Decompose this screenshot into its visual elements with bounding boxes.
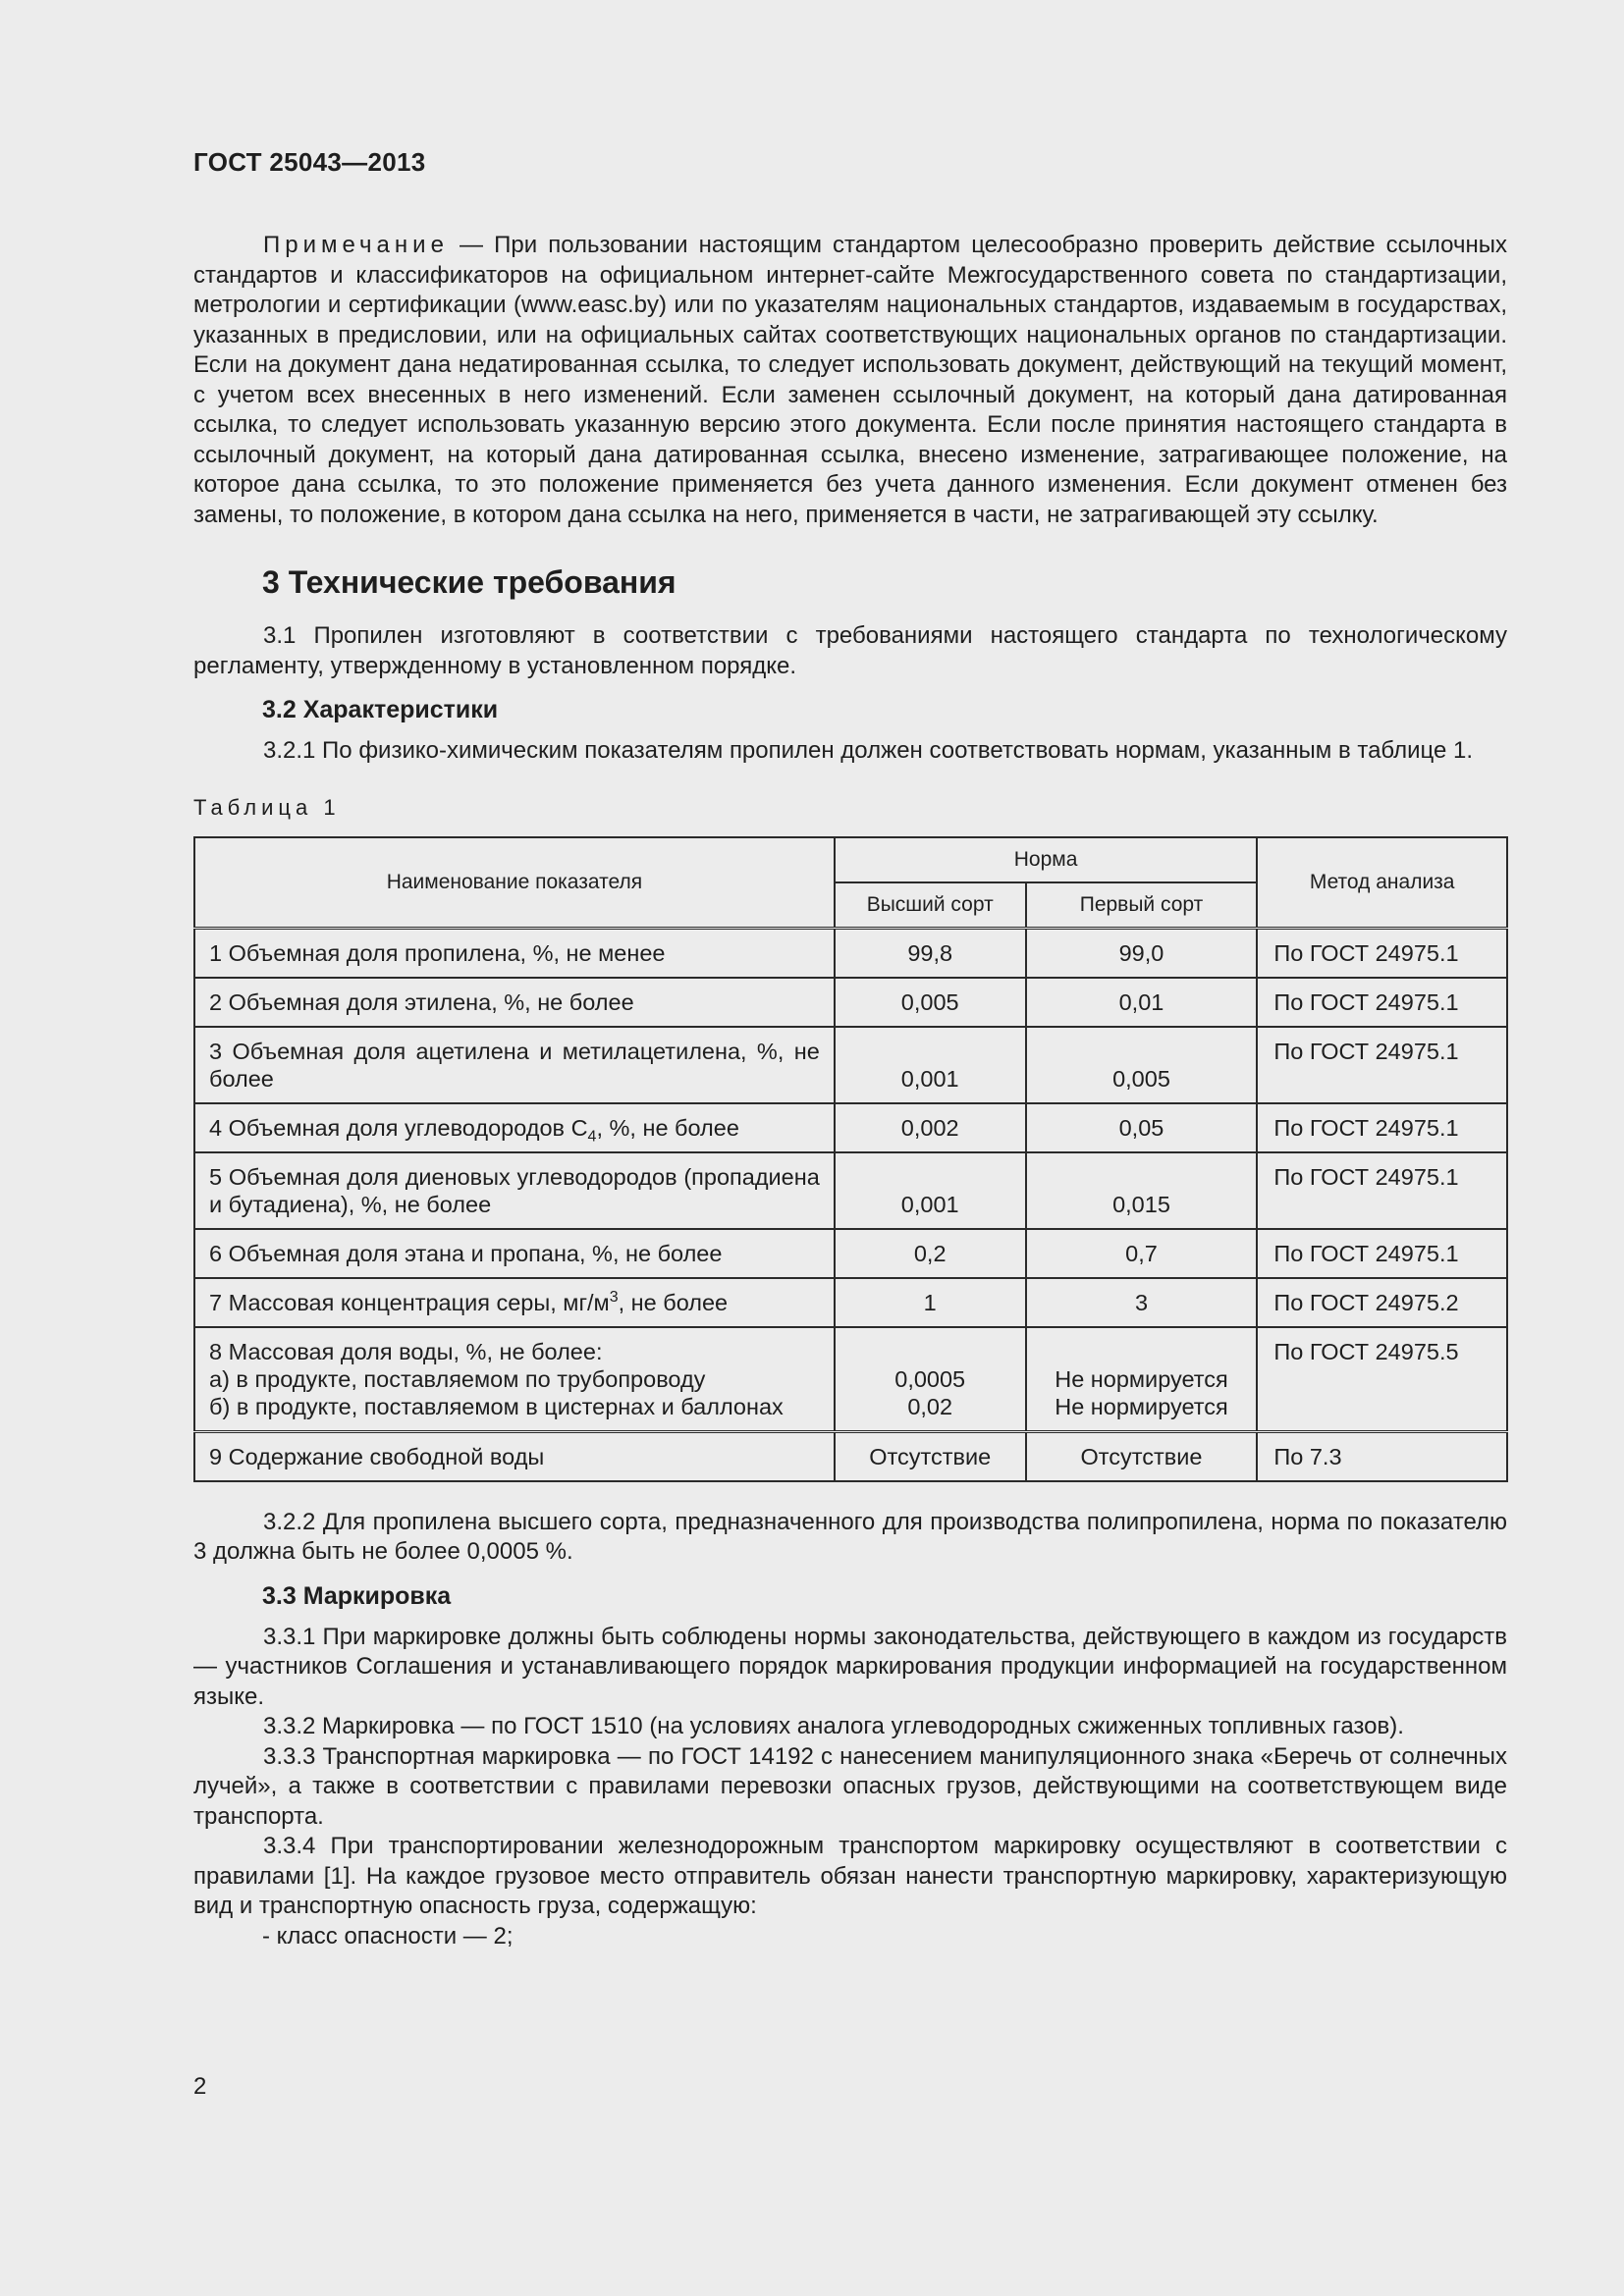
document-code: ГОСТ 25043—2013 xyxy=(193,147,426,177)
paragraph-3-2-2: 3.2.2 Для пропилена высшего сорта, предназначенного для производства полипропилена, норма по показателю 3 должна быть не более 0,0005 %. xyxy=(193,1508,1507,1565)
row-first: Отсутствие xyxy=(1026,1431,1258,1481)
row-name-pre: 4 Объемная доля углеводородов С xyxy=(209,1114,588,1141)
row-high-b: 0,02 xyxy=(907,1393,953,1419)
paragraph-3-3-1: 3.3.1 При маркировке должны быть соблюдены нормы законодательства, действующего в каждом из государств — участников Соглашения и устанавливающего порядок маркирования продукции информацией на государственном языке. xyxy=(193,1623,1507,1710)
row-name: 9 Содержание свободной воды xyxy=(194,1431,835,1481)
table-row xyxy=(194,1431,1507,1481)
row-first-a: Не нормируется xyxy=(1055,1365,1228,1392)
header-norm: Норма xyxy=(835,837,1258,882)
row-first: 99,0 xyxy=(1026,928,1258,978)
note-label: Примечание xyxy=(263,232,449,258)
header-name: Наименование показателя xyxy=(194,837,835,928)
subsection-3-3-title: 3.3 Маркировка xyxy=(262,1581,452,1610)
row-first: 3 xyxy=(1026,1278,1258,1327)
row-first: 0,7 xyxy=(1026,1229,1258,1278)
row-method: По ГОСТ 24975.1 xyxy=(1257,978,1507,1027)
table-row xyxy=(194,1152,1507,1229)
row-name: 3 Объемная доля ацетилена и метилацетилена, %, не более xyxy=(194,1027,835,1103)
row-name: 6 Объемная доля этана и пропана, %, не более xyxy=(194,1229,835,1278)
row-high xyxy=(835,1327,1026,1432)
row-name-post: , не более xyxy=(618,1289,729,1315)
subsection-3-2-title: 3.2 Характеристики xyxy=(262,696,499,723)
row-high: 0,001 xyxy=(835,1152,1026,1229)
table-caption: Таблица 1 xyxy=(193,794,341,820)
row-high: Отсутствие xyxy=(835,1431,1026,1481)
row-name-post: , %, не более xyxy=(596,1114,739,1141)
row-first: 0,005 xyxy=(1026,1027,1258,1103)
row-high-a: 0,0005 xyxy=(894,1365,966,1392)
characteristics-table xyxy=(193,836,1508,1482)
row-high: 0,002 xyxy=(835,1103,1026,1152)
paragraph-3-2-1: 3.2.1 По физико-химическим показателям пропилен должен соответствовать нормам, указанным в таблице 1. xyxy=(263,737,1474,764)
row-first: 0,015 xyxy=(1026,1152,1258,1229)
header-method: Метод анализа xyxy=(1257,837,1507,928)
table-row xyxy=(194,1278,1507,1327)
row-name-pre: 7 Массовая концентрация серы, мг/м xyxy=(209,1289,610,1315)
row-method: По ГОСТ 24975.5 xyxy=(1257,1327,1507,1432)
row-method: По ГОСТ 24975.1 xyxy=(1257,1229,1507,1278)
row-name: 1 Объемная доля пропилена, %, не менее xyxy=(194,928,835,978)
table-row xyxy=(194,1103,1507,1152)
page-number: 2 xyxy=(193,2073,207,2100)
row-name-superscript: 3 xyxy=(609,1288,619,1306)
page xyxy=(193,147,1507,1951)
row-name-line: б) в продукте, поставляемом в цистернах и баллонах xyxy=(209,1393,784,1419)
row-method: По ГОСТ 24975.1 xyxy=(1257,1152,1507,1229)
row-high: 99,8 xyxy=(835,928,1026,978)
row-method: По ГОСТ 24975.2 xyxy=(1257,1278,1507,1327)
row-name-line: а) в продукте, поставляемом по трубопроводу xyxy=(209,1365,706,1392)
row-method: По ГОСТ 24975.1 xyxy=(1257,1103,1507,1152)
paragraph-3-3-4: 3.3.4 При транспортировании железнодорожным транспортом маркировку осуществляют в соответствии с правилами [1]. На каждое грузовое место отправитель обязан нанести транспортную маркировку, характеризующую вид и транспортную опасность груза, содержащую: xyxy=(193,1833,1507,1919)
row-first xyxy=(1026,1327,1258,1432)
row-high: 1 xyxy=(835,1278,1026,1327)
row-method: По 7.3 xyxy=(1257,1431,1507,1481)
row-name-line: 8 Массовая доля воды, %, не более: xyxy=(209,1338,603,1364)
table-row xyxy=(194,928,1507,978)
row-name: 2 Объемная доля этилена, %, не более xyxy=(194,978,835,1027)
table-row xyxy=(194,978,1507,1027)
paragraph-3-3-2: 3.3.2 Маркировка — по ГОСТ 1510 (на условиях аналога углеводородных сжиженных топливных газов). xyxy=(263,1713,1404,1739)
table-row xyxy=(194,1027,1507,1103)
paragraph-3-3-3: 3.3.3 Транспортная маркировка — по ГОСТ 14192 с нанесением манипуляционного знака «Беречь от солнечных лучей», а также в соответствии с правилами перевозки опасных грузов, действующими на соответствующем виде транспорта. xyxy=(193,1742,1507,1830)
row-name-subscript: 4 xyxy=(587,1128,597,1146)
header-grade-high: Высший сорт xyxy=(835,882,1026,928)
table-row xyxy=(194,1327,1507,1432)
row-high: 0,005 xyxy=(835,978,1026,1027)
table-row xyxy=(194,1229,1507,1278)
note-paragraph xyxy=(193,231,1507,530)
row-first: 0,01 xyxy=(1026,978,1258,1027)
header-grade-first: Первый сорт xyxy=(1026,882,1258,928)
row-name xyxy=(194,1278,835,1327)
list-item: - класс опасности — 2; xyxy=(262,1922,514,1949)
note-text: — При пользовании настоящим стандартом целесообразно проверить действие ссылочных стандартов и классификаторов на официальном интернет-сайте Межгосударственного совета по стандартизации, метрологии и сертификации (www.easc.by) или по указателям национальных стандартов, издаваемым в государствах, указанных в предисловии, или на официальных сайтах соответствующих национальных органов по стандартизации. Если на документ дана недатированная ссылка, то следует использовать документ, действующий на текущий момент, с учетом всех внесенных в него изменений. Если заменен ссылочный документ, на который дана датированная ссылка, то следует использовать указанную версию этого документа. Если после принятия настоящего стандарта в ссылочный документ, на который дана датированная ссылка, внесено изменение, затрагивающее положение, на которое дана ссылка, то это положение применяется без учета данного изменения. Если документ отменен без замены, то положение, в котором дана ссылка на него, применяется в части, не затрагивающей эту ссылку. xyxy=(193,232,1507,528)
section-title: 3 Технические требования xyxy=(262,564,677,600)
row-method: По ГОСТ 24975.1 xyxy=(1257,1027,1507,1103)
row-first-b: Не нормируется xyxy=(1055,1393,1228,1419)
row-name xyxy=(194,1103,835,1152)
row-method: По ГОСТ 24975.1 xyxy=(1257,928,1507,978)
row-name xyxy=(194,1327,835,1432)
row-high: 0,001 xyxy=(835,1027,1026,1103)
row-first: 0,05 xyxy=(1026,1103,1258,1152)
row-name: 5 Объемная доля диеновых углеводородов (пропадиена и бутадиена), %, не более xyxy=(194,1152,835,1229)
row-high: 0,2 xyxy=(835,1229,1026,1278)
paragraph-3-1: 3.1 Пропилен изготовляют в соответствии с требованиями настоящего стандарта по технологическому регламенту, утвержденному в установленном порядке. xyxy=(193,622,1507,679)
